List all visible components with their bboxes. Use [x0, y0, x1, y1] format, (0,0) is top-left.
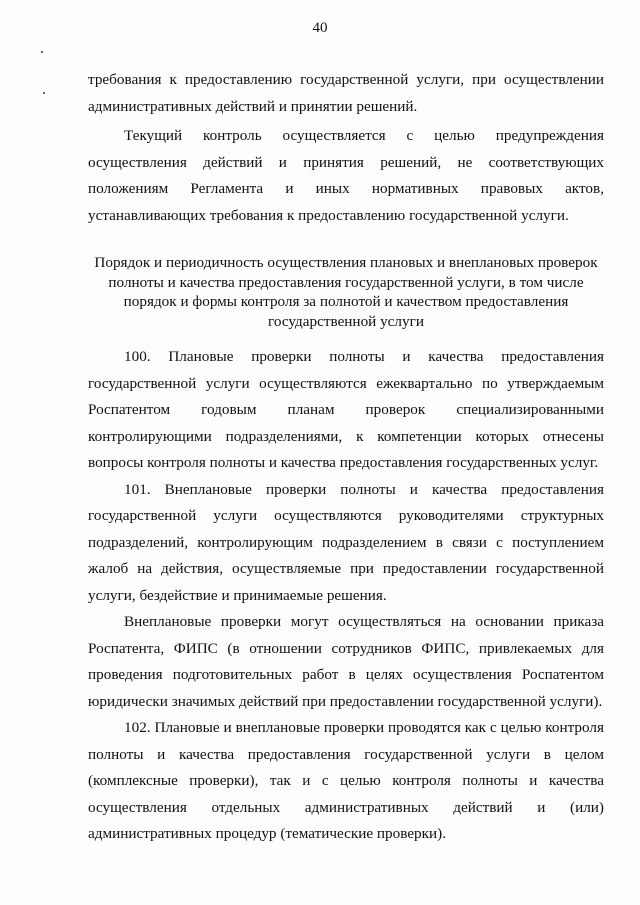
page-number: 40 — [312, 20, 328, 36]
paragraph-101: 101. Внеплановые проверки полноты и качества предоставления государственной услуги осуществляются руководителями структурных подразделений, контролирующим подразделением в связи с поступлением жалоб на действия, осуществляемые при предоставлении государственной услуги, бездействие и принимаемые решения. — [88, 480, 604, 604]
paragraph-continuation: требования к предоставлению государственной услуги, при осуществлении административных действий и принятии решений. — [88, 71, 604, 115]
scan-mark — [43, 92, 45, 94]
scan-mark — [41, 51, 43, 53]
paragraph-100: 100. Плановые проверки полноты и качества предоставления государственной услуги осуществляются ежеквартально по утверждаемым Роспатентом годовым планам проверок специализированными контролирующими подразделениями, к компетенции которых отнесены вопросы контроля полноты и качества предоставления государственных услуг. — [88, 348, 604, 471]
paragraph-102: 102. Плановые и внеплановые проверки проводятся как с целью контроля полноты и качества предоставления государственной услуги в целом (комплексные проверки), так и с целью контроля полноты и качества осуществления отдельных административных действий и (или) административных процедур (тематические проверки). — [88, 719, 604, 842]
top-text-section — [88, 67, 604, 229]
main-text-section — [88, 344, 604, 848]
section-heading: Порядок и периодичность осуществления плановых и внеплановых проверок полноты и качества предоставления государственной услуги, в том числе порядок и формы контроля за полнотой и качеством предоставления государственной услуги — [94, 254, 598, 330]
paragraph-unscheduled: Внеплановые проверки могут осуществляться на основании приказа Роспатента, ФИПС (в отношении сотрудников ФИПС, привлекаемых для проведения подготовительных работ в целях осуществления Роспатентом юридически значимых действий при предоставлении государственной услуги). — [88, 613, 604, 710]
paragraph-current-control: Текущий контроль осуществляется с целью предупреждения осуществления действий и принятия решений, не соответствующих положениям Регламента и иных нормативных правовых актов, устанавливающих требования к предоставлению государственной услуги. — [88, 127, 604, 224]
